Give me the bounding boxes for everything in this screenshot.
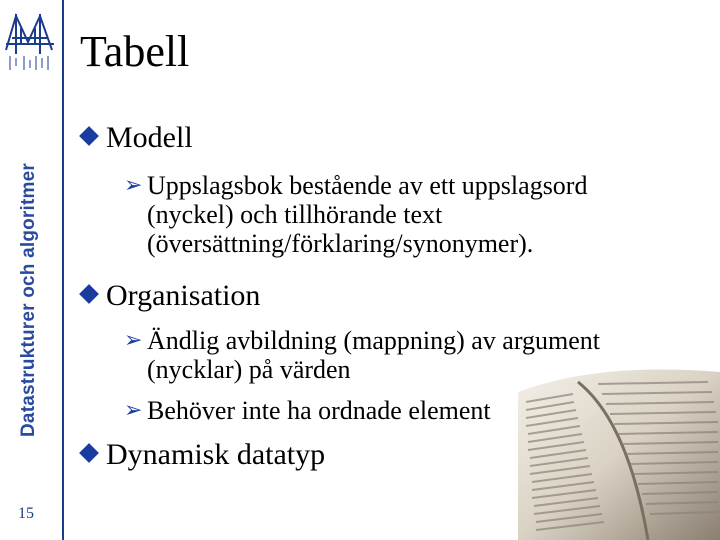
page-number: 15 (18, 505, 34, 522)
bullet-label: Dynamisk datatyp (106, 438, 326, 471)
sidebar (0, 0, 63, 540)
sub-bullet-text: Behöver inte ha ordnade element (147, 396, 491, 425)
sub-bullet-text: Ändlig avbildning (mappning) av argument (nycklar) på värden (147, 326, 600, 384)
slide-title: Tabell (80, 27, 190, 76)
sub-bullet-text: Uppslagsbok bestående av ett uppslagsord (nyckel) och tillhörande text (översättning/förklaring/synonymer). (147, 171, 588, 258)
diamond-bullet-icon (79, 126, 99, 146)
bullet-organisation (82, 279, 260, 313)
arrow-bullet-icon: ➢ (124, 173, 143, 198)
course-title-vertical: Datastrukturer och algoritmer (18, 163, 39, 437)
bullet-modell (82, 121, 193, 155)
arrow-bullet-icon: ➢ (124, 398, 143, 423)
diamond-bullet-icon (79, 443, 99, 463)
arrow-bullet-icon: ➢ (124, 328, 143, 353)
dictionary-book-image (518, 362, 720, 540)
bullet-label: Modell (106, 121, 193, 154)
sidebar-divider (62, 0, 64, 540)
bullet-dynamisk (82, 438, 325, 472)
sub-bullet (124, 171, 644, 258)
bridge-logo-icon (4, 10, 56, 72)
diamond-bullet-icon (79, 284, 99, 304)
bullet-label: Organisation (106, 279, 261, 312)
